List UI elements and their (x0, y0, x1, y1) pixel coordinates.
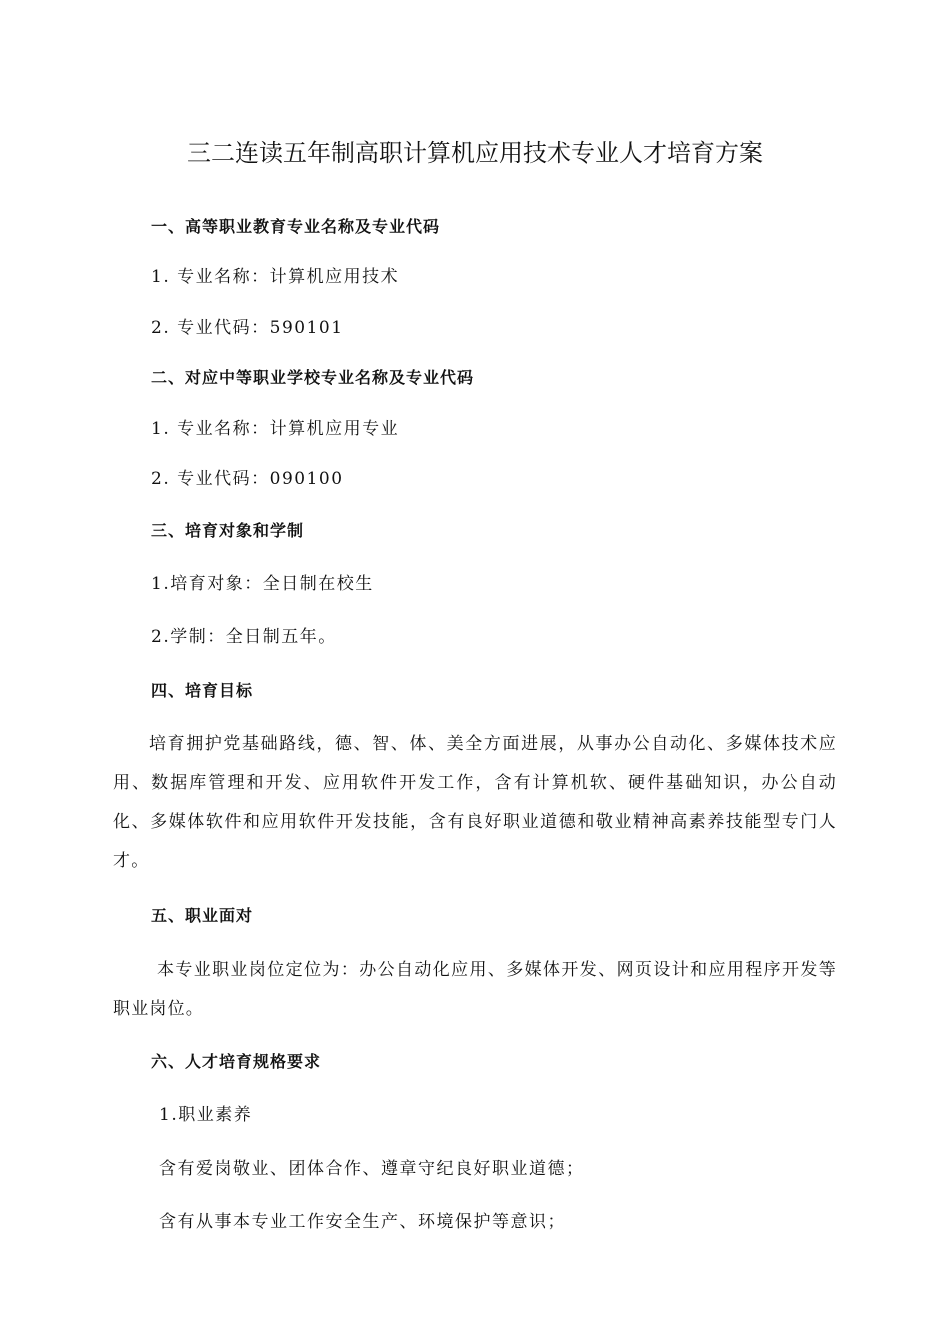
major-name-item: 1. 专业名称：计算机应用技术 (151, 267, 400, 287)
section-1-heading: 一、高等职业教育专业名称及专业代码 (151, 217, 441, 236)
page-title: 三二连读五年制高职计算机应用技术专业人才培育方案 (187, 139, 763, 167)
career-orientation-paragraph: 本专业职业岗位定位为：办公自动化应用、多媒体开发、网页设计和应用程序开发等职业岗位。 (113, 960, 837, 1019)
section-4-heading: 四、培育目标 (151, 681, 254, 700)
section-5-heading: 五、职业面对 (151, 906, 254, 925)
professional-quality-subheading: 1.职业素养 (159, 1105, 253, 1125)
section-6-heading: 六、人才培育规格要求 (151, 1052, 322, 1071)
secondary-major-name-item: 1. 专业名称：计算机应用专业 (151, 419, 400, 439)
training-target-item: 1.培育对象：全日制在校生 (151, 574, 374, 594)
secondary-major-code-item: 2. 专业代码：090100 (151, 469, 344, 489)
training-goal-paragraph: 培育拥护党基础路线，德、智、体、美全方面进展，从事办公自动化、多媒体技术应用、数据库管理和开发、应用软件开发工作，含有计算机软、硬件基础知识，办公自动化、多媒体软件和应用软件开发技能，含有良好职业道德和敬业精神高素养技能型专门人才。 (113, 734, 837, 871)
study-length-item: 2.学制：全日制五年。 (151, 627, 337, 647)
section-2-heading: 二、对应中等职业学校专业名称及专业代码 (151, 368, 475, 387)
requirement-item: 含有从事本专业工作安全生产、环境保护等意识； (159, 1212, 566, 1232)
major-code-item: 2. 专业代码：590101 (151, 318, 344, 338)
section-3-heading: 三、培育对象和学制 (151, 521, 305, 540)
requirement-item: 含有爱岗敬业、团体合作、遵章守纪良好职业道德； (159, 1159, 585, 1179)
